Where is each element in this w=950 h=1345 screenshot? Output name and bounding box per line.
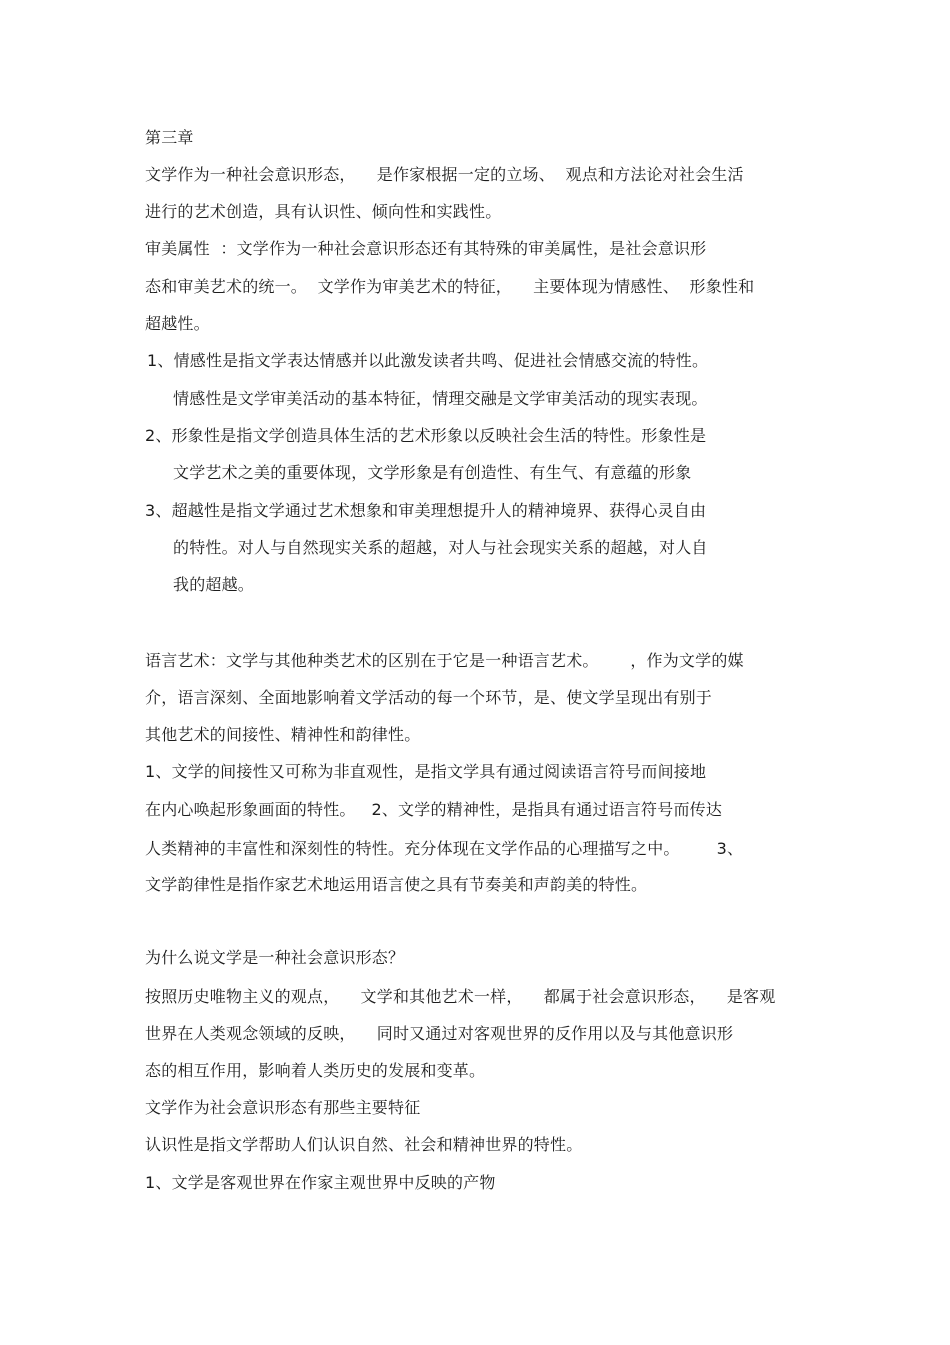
text-line: 按照历史唯物主义的观点， 文学和其他艺术一样， 都属于社会意识形态， 是客观 (145, 987, 776, 1006)
text-line: 文学韵律性是指作家艺术地运用语言使之具有节奏美和声韵美的特性。 (145, 875, 648, 894)
text-line: 世界在人类观念领域的反映， 同时又通过对客观世界的反作用以及与其他意识形 (145, 1024, 734, 1043)
list-item-continuation: 情感性是文学审美活动的基本特征，情理交融是文学审美活动的现实表现。 (173, 389, 708, 408)
list-item-continuation: 的特性。对人与自然现实关系的超越，对人与社会现实关系的超越，对人自 (173, 538, 708, 557)
text-line: 介，语言深刻、全面地影响着文学活动的每一个环节，是、使文学呈现出有别于 (145, 688, 713, 707)
list-item: 1、文学是客观世界在作家主观世界中反映的产物 (145, 1173, 496, 1192)
section-heading: 文学作为社会意识形态有那些主要特征 (145, 1098, 421, 1117)
list-item: 3、超越性是指文学通过艺术想象和审美理想提升人的精神境界、获得心灵自由 (145, 501, 707, 520)
text-line: 其他艺术的间接性、精神性和韵律性。 (145, 725, 421, 744)
text-line: 语言艺术：文学与其他种类艺术的区别在于它是一种语言艺术。 ，作为文学的媒 (145, 651, 744, 670)
list-item: 1、情感性是指文学表达情感并以此激发读者共鸣、促进社会情感交流的特性。 (147, 351, 709, 370)
text-line: 文学作为一种社会意识形态， 是作家根据一定的立场、 观点和方法论对社会生活 (145, 165, 744, 184)
chapter-heading: 第三章 (145, 128, 194, 147)
text-line: 在内心唤起形象画面的特性。 2、文学的精神性，是指具有通过语言符号而传达 (145, 800, 723, 819)
text-line: 进行的艺术创造，具有认识性、倾向性和实践性。 (145, 202, 502, 221)
text-line: 人类精神的丰富性和深刻性的特性。充分体现在文学作品的心理描写之中。 3、 (145, 839, 744, 858)
list-item-continuation: 我的超越。 (173, 575, 255, 594)
text-line: 审美属性 ：文学作为一种社会意识形态还有其特殊的审美属性，是社会意识形 (145, 239, 707, 258)
text-line: 1、文学的间接性又可称为非直观性，是指文学具有通过阅读语言符号而间接地 (145, 762, 707, 781)
section-question: 为什么说文学是一种社会意识形态？ (145, 948, 405, 967)
text-line: 态的相互作用，影响着人类历史的发展和变革。 (145, 1061, 486, 1080)
list-item: 2、形象性是指文学创造具体生活的艺术形象以反映社会生活的特性。形象性是 (145, 426, 707, 445)
list-item-continuation: 文学艺术之美的重要体现，文学形象是有创造性、有生气、有意蕴的形象 (173, 463, 692, 482)
text-line: 认识性是指文学帮助人们认识自然、社会和精神世界的特性。 (145, 1135, 583, 1154)
text-line: 超越性。 (145, 314, 210, 333)
text-line: 态和审美艺术的统一。 文学作为审美艺术的特征， 主要体现为情感性、 形象性和 (145, 277, 755, 296)
